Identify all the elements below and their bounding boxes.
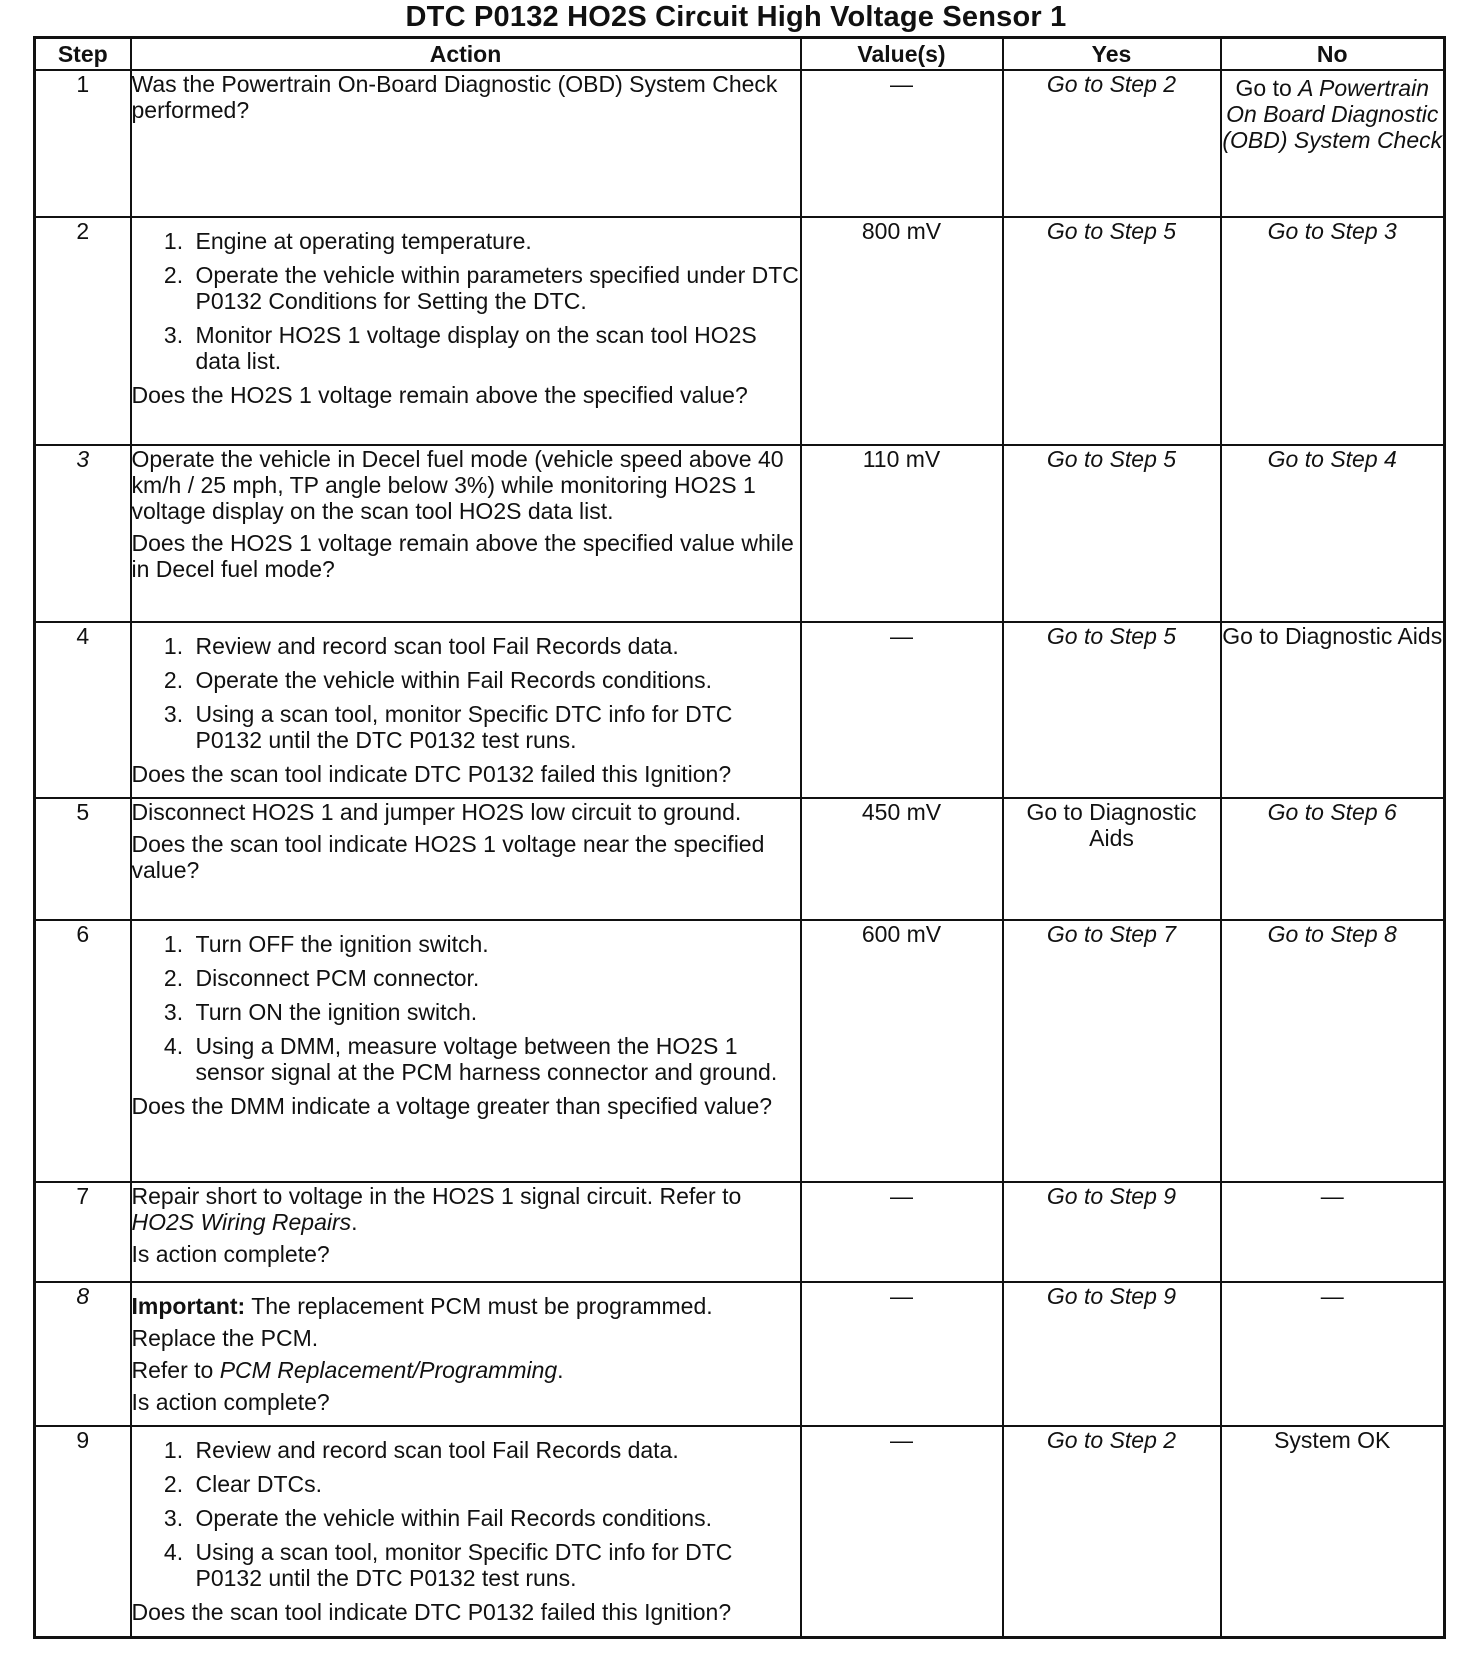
important-note [132,1293,800,1319]
important-text: The replacement PCM must be programmed. [245,1293,713,1319]
action-question: Was the Powertrain On-Board Diagnostic (OBD) System Check performed? [131,71,778,123]
action-instruction: Disconnect HO2S 1 and jumper HO2S low circuit to ground. [131,799,742,825]
refer-prefix: Refer to [131,1357,220,1383]
action-cell [131,70,801,217]
table-row [35,798,1445,920]
action-question: Does the DMM indicate a voltage greater than specified value? [131,1093,773,1119]
list-item: 3. Using a scan tool, monitor Specific DTC info for DTC P0132 until the DTC P0132 test runs. [190,701,800,753]
important-label: Important: [131,1293,246,1319]
value-cell: 450 mV [801,798,1003,920]
procedure-list [132,931,800,1085]
list-item: 2. Operate the vehicle within Fail Records conditions. [190,667,800,693]
yes-cell: Go to Step 9 [1003,1182,1221,1282]
yes-cell: Go to Step 5 [1003,217,1221,445]
list-item: 3. Turn ON the ignition switch. [190,999,800,1025]
no-cell: — [1221,1182,1445,1282]
table-row [35,445,1445,622]
list-item: 1. Review and record scan tool Fail Records data. [190,1437,800,1463]
action-cell [131,798,801,920]
step-number: 3 [35,445,131,622]
action-question: Does the scan tool indicate DTC P0132 failed this Ignition? [131,761,732,787]
reference-wiring-repairs: HO2S Wiring Repairs [131,1209,352,1235]
list-item: 4. Using a scan tool, monitor Specific DTC info for DTC P0132 until the DTC P0132 test runs. [190,1539,800,1591]
value-cell: 800 mV [801,217,1003,445]
action-cell [131,622,801,798]
value-cell: — [801,1182,1003,1282]
list-item: 2. Clear DTCs. [190,1471,800,1497]
yes-cell: Go to Step 2 [1003,1426,1221,1637]
header-action: Action [131,38,801,71]
no-cell: System OK [1221,1426,1445,1637]
table-row [35,1282,1445,1426]
step-number: 6 [35,920,131,1182]
no-cell [1221,70,1445,217]
instruction-end: . [351,1209,358,1235]
list-item: 1. Engine at operating temperature. [190,228,800,254]
yes-cell: Go to Step 7 [1003,920,1221,1182]
yes-cell: Go to Diagnostic Aids [1003,798,1221,920]
list-item: 4. Using a DMM, measure voltage between the HO2S 1 sensor signal at the PCM harness connector and ground. [190,1033,800,1085]
action-cell [131,217,801,445]
list-item: 3. Operate the vehicle within Fail Records conditions. [190,1505,800,1531]
header-row [35,38,1445,71]
action-cell [131,920,801,1182]
no-cell: Go to Step 6 [1221,798,1445,920]
list-item: 2. Disconnect PCM connector. [190,965,800,991]
procedure-list [132,228,800,374]
value-cell: 600 mV [801,920,1003,1182]
action-question: Does the scan tool indicate HO2S 1 voltage near the specified value? [131,831,765,883]
step-number: 5 [35,798,131,920]
action-cell [131,1282,801,1426]
action-question: Is action complete? [131,1241,330,1267]
step-number: 9 [35,1426,131,1637]
yes-cell: Go to Step 9 [1003,1282,1221,1426]
no-cell: Go to Step 8 [1221,920,1445,1182]
value-cell: — [801,622,1003,798]
step-number: 4 [35,622,131,798]
no-cell: Go to Step 3 [1221,217,1445,445]
header-no: No [1221,38,1445,71]
yes-cell: Go to Step 2 [1003,70,1221,217]
list-item: 1. Review and record scan tool Fail Records data. [190,633,800,659]
no-prefix: Go to [1235,75,1299,101]
action-cell [131,445,801,622]
page-title: DTC P0132 HO2S Circuit High Voltage Sensor 1 [405,1,1067,33]
procedure-list [132,1437,800,1591]
action-cell [131,1426,801,1637]
no-cell: — [1221,1282,1445,1426]
table-row [35,70,1445,217]
action-question: Does the HO2S 1 voltage remain above the specified value? [131,382,748,408]
step-number: 8 [35,1282,131,1426]
reference-pcm-programming: PCM Replacement/Programming [219,1357,558,1383]
refer-end: . [557,1357,564,1383]
step-number: 7 [35,1182,131,1282]
yes-cell: Go to Step 5 [1003,445,1221,622]
table-row [35,1426,1445,1637]
header-yes: Yes [1003,38,1221,71]
action-instruction [132,1183,800,1235]
value-cell: 110 mV [801,445,1003,622]
no-link-obd-check: A Powertrain On Board Diagnostic (OBD) System Check [1222,75,1443,153]
action-instruction: Operate the vehicle in Decel fuel mode (vehicle speed above 40 km/h / 25 mph, TP angle below 3%) while monitoring HO2S 1 voltage display on the scan tool HO2S data list. [131,446,784,524]
reference-line [132,1357,800,1383]
value-cell: — [801,70,1003,217]
step-number: 1 [35,70,131,217]
list-item: 3. Monitor HO2S 1 voltage display on the scan tool HO2S data list. [190,322,800,374]
action-cell [131,1182,801,1282]
yes-cell: Go to Step 5 [1003,622,1221,798]
step-number: 2 [35,217,131,445]
header-values: Value(s) [801,38,1003,71]
action-question: Does the scan tool indicate DTC P0132 failed this Ignition? [131,1599,732,1625]
action-instruction: Replace the PCM. [131,1325,319,1351]
list-item: 2. Operate the vehicle within parameters specified under DTC P0132 Conditions for Setting the DTC. [190,262,800,314]
value-cell: — [801,1282,1003,1426]
action-question: Does the HO2S 1 voltage remain above the specified value while in Decel fuel mode? [131,530,794,582]
no-cell: Go to Diagnostic Aids [1221,622,1445,798]
no-cell: Go to Step 4 [1221,445,1445,622]
header-step: Step [35,38,131,71]
value-cell: — [801,1426,1003,1637]
list-item: 1. Turn OFF the ignition switch. [190,931,800,957]
diagnostic-table [33,36,1446,1639]
instruction-text: Repair short to voltage in the HO2S 1 signal circuit. Refer to [131,1183,742,1209]
table-row [35,217,1445,445]
procedure-list [132,633,800,753]
action-question: Is action complete? [131,1389,330,1415]
table-row [35,622,1445,798]
table-row [35,920,1445,1182]
table-row [35,1182,1445,1282]
